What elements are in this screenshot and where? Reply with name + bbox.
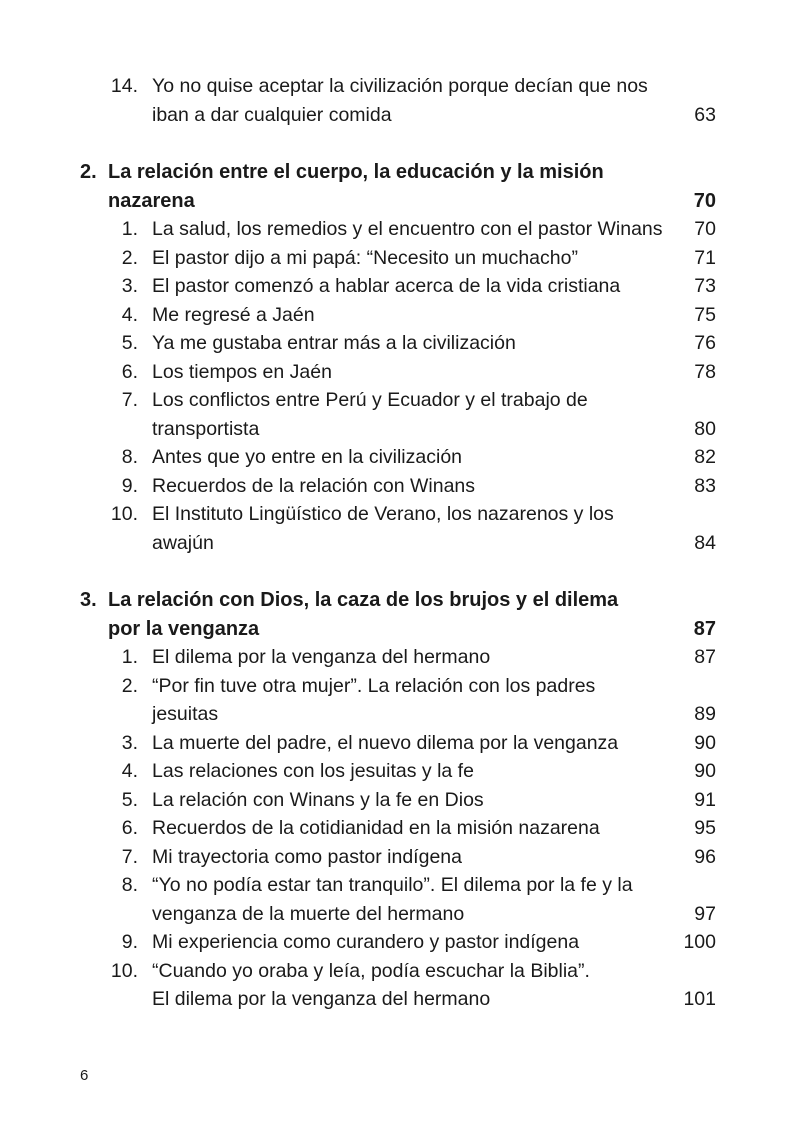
toc-entry-page: 87 <box>693 617 716 640</box>
toc-entry-page: 97 <box>694 902 716 925</box>
toc-entry-number: 8. <box>121 874 138 896</box>
toc-entry-title-line: “Por fin tuve otra mujer”. La relación con los padres <box>152 674 596 697</box>
toc-entry-title-line: Mi trayectoria como pastor indígena <box>152 845 462 868</box>
toc-entry-number: 5. <box>121 788 138 811</box>
toc-entry-title-line: Recuerdos de la cotidianidad en la misión nazarena <box>152 817 600 839</box>
toc-entry-title-line: Las relaciones con los jesuitas y la fe <box>152 760 474 782</box>
toc-entry-title-line: Antes que yo entre en la civilización <box>152 446 463 468</box>
toc-entry-page: 63 <box>694 103 716 126</box>
toc-entry-number: 10. <box>110 503 138 525</box>
toc-entry-page: 78 <box>694 360 716 383</box>
toc-entry-title-line: La salud, los remedios y el encuentro con el pastor Winans <box>152 218 663 240</box>
toc-entry-title-line: Recuerdos de la relación con Winans <box>152 474 476 497</box>
toc-entry-number: 6. <box>121 817 138 839</box>
toc-entry-title-line: El pastor dijo a mi papá: “Necesito un muchacho” <box>152 246 578 269</box>
toc-entry-number: 6. <box>121 360 138 383</box>
toc-entry-title-line: Me regresé a Jaén <box>152 303 315 326</box>
toc-entry-title-line: El Instituto Lingüístico de Verano, los nazarenos y los <box>152 503 614 525</box>
toc-entry-page: 91 <box>694 788 716 811</box>
toc-entry-title-line: Los tiempos en Jaén <box>152 360 332 383</box>
toc-entry-page: 71 <box>694 246 716 269</box>
toc-entry-title-line: Yo no quise aceptar la civilización porque decían que nos <box>152 75 648 97</box>
toc-entry-title-line: La relación con Winans y la fe en Dios <box>152 788 484 811</box>
toc-entry-page: 83 <box>694 474 716 497</box>
toc-entry-page: 90 <box>694 760 716 782</box>
toc-entry-page: 70 <box>694 218 716 240</box>
toc-entry-page: 76 <box>694 332 716 354</box>
toc-entry-number: 3. <box>121 275 138 297</box>
toc-entry-page: 75 <box>694 303 716 326</box>
toc-entry-number: 8. <box>121 446 138 468</box>
toc-entry-page: 96 <box>694 845 716 868</box>
toc-entry-number: 3. <box>80 589 97 611</box>
toc-entry-number: 4. <box>121 760 138 782</box>
toc-entry-number: 9. <box>121 931 138 953</box>
toc-entry-number: 7. <box>121 845 138 868</box>
toc-entry-number: 3. <box>121 731 138 754</box>
toc-entry-title-line: por la venganza <box>108 617 260 640</box>
toc-entry-page: 80 <box>694 417 716 440</box>
toc-entry-title-line: transportista <box>152 417 260 440</box>
toc-entry-title-line: Mi experiencia como curandero y pastor indígena <box>152 931 580 953</box>
toc-entry-title-line: iban a dar cualquier comida <box>152 103 392 126</box>
toc-entry-title-line: “Yo no podía estar tan tranquilo”. El dilema por la fe y la <box>152 874 633 896</box>
page-number: 6 <box>80 1067 89 1084</box>
toc-entry-number: 9. <box>121 474 138 497</box>
toc-entry-number: 1. <box>121 218 138 240</box>
toc-entry-title-line: La relación con Dios, la caza de los brujos y el dilema <box>108 589 619 611</box>
toc-entry-number: 10. <box>110 959 138 982</box>
toc-entry-number: 7. <box>121 389 138 411</box>
toc-entry-page: 73 <box>694 275 716 297</box>
toc-entry-title-line: El dilema por la venganza del hermano <box>152 988 491 1010</box>
toc-entry-number: 5. <box>121 332 138 354</box>
toc-entry-title-line: “Cuando yo oraba y leía, podía escuchar la Biblia”. <box>152 959 590 982</box>
toc-entry-page: 84 <box>694 531 716 554</box>
toc-entry-page: 70 <box>693 189 716 212</box>
toc-entry-page: 89 <box>694 703 716 725</box>
toc-entry-title-line: La muerte del padre, el nuevo dilema por la venganza <box>152 731 619 754</box>
toc-entry-page: 101 <box>683 988 716 1010</box>
toc-entry-number: 2. <box>121 246 138 269</box>
toc-entry-page: 82 <box>694 446 716 468</box>
toc-entry-title-line: La relación entre el cuerpo, la educación y la misión <box>108 161 604 183</box>
toc-entry-title-line: nazarena <box>108 189 195 212</box>
toc-entry-title-line: El dilema por la venganza del hermano <box>152 646 491 668</box>
toc-entry-number: 2. <box>121 674 138 697</box>
toc-entry-title-line: Ya me gustaba entrar más a la civilización <box>152 332 516 354</box>
toc-entry-title-line: Los conflictos entre Perú y Ecuador y el trabajo de <box>152 389 588 411</box>
toc-entry-title-line: jesuitas <box>152 703 219 725</box>
toc-entry-page: 90 <box>694 731 716 754</box>
toc-entry-title-line: venganza de la muerte del hermano <box>152 902 465 925</box>
toc-entry-page: 87 <box>694 646 716 668</box>
toc-entry-number: 2. <box>80 161 97 183</box>
toc-entry-title-line: El pastor comenzó a hablar acerca de la vida cristiana <box>152 275 621 297</box>
toc-entry-number: 14. <box>110 75 138 97</box>
toc-entry-number: 4. <box>121 303 138 326</box>
toc-entry-page: 95 <box>694 817 716 839</box>
toc-entry-number: 1. <box>121 646 138 668</box>
toc-entry-title-line: awajún <box>152 531 214 554</box>
toc-entry-page: 100 <box>683 931 716 953</box>
